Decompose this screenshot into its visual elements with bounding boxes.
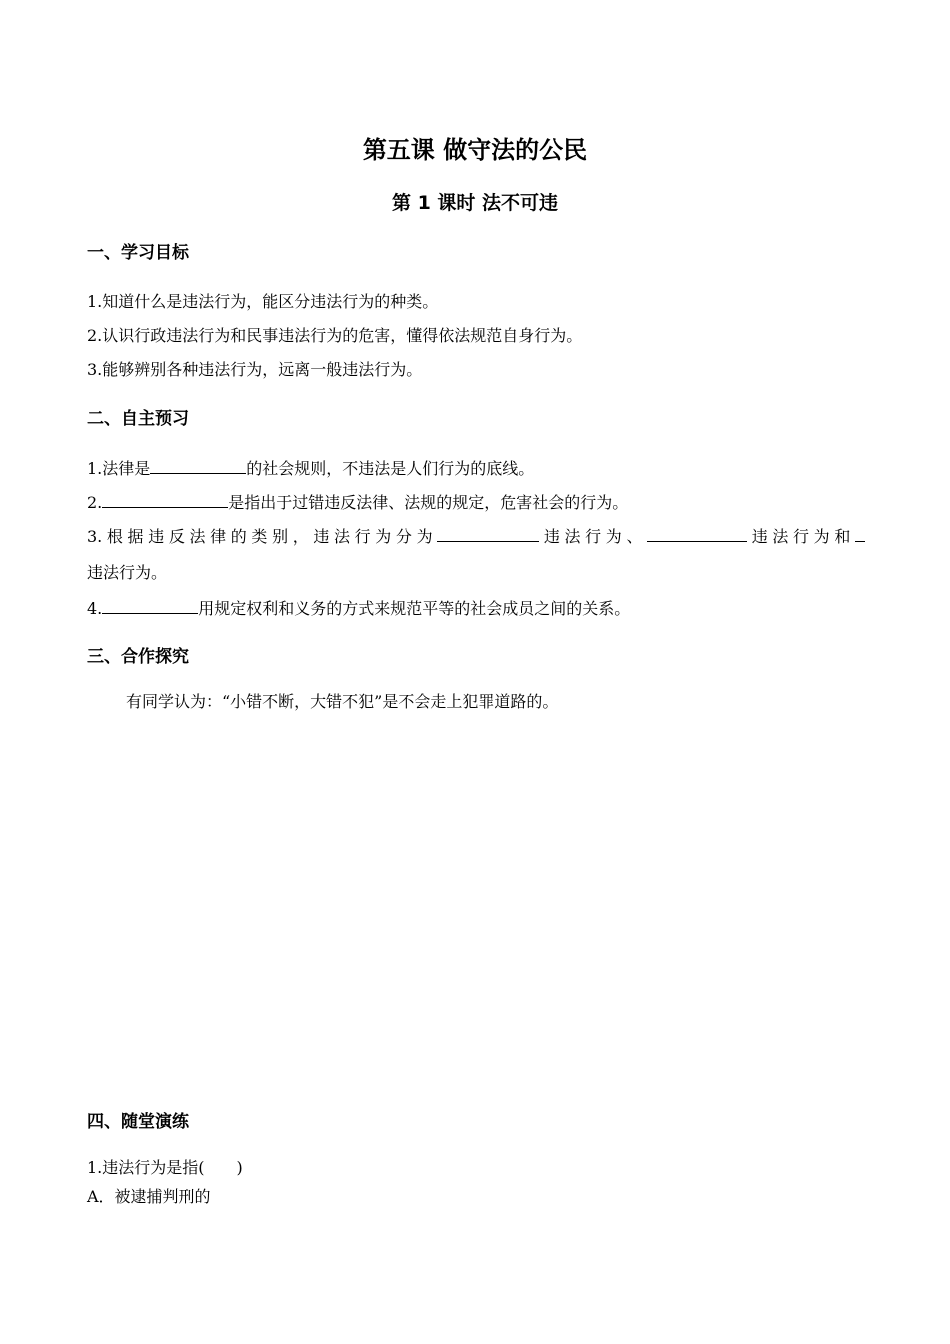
preview-question-2 — [87, 489, 628, 516]
section-heading-cooperative-inquiry: 三、合作探究 — [87, 647, 189, 667]
preview-question-3-continued: 违法行为。 — [87, 563, 168, 582]
preview-question-1 — [87, 455, 534, 482]
question-text: 违法行为、 — [539, 527, 648, 546]
section-heading-practice: 四、随堂演练 — [87, 1112, 189, 1132]
practice-question-1: 1.违法行为是指( ) — [87, 1158, 243, 1177]
inquiry-text: 有同学认为：“小错不断，大错不犯”是不会走上犯罪道路的。 — [126, 692, 559, 711]
question-text: 3.根据违反法律的类别，违法行为分为 — [87, 527, 438, 546]
goal-item-2: 2.认识行政违法行为和民事违法行为的危害，懂得依法规范自身行为。 — [87, 326, 583, 345]
fill-blank[interactable] — [102, 489, 228, 508]
question-text: 违法行为和 — [747, 527, 855, 546]
question-text: 用规定权利和义务的方式来规范平等的社会成员之间的关系。 — [198, 599, 631, 618]
practice-option-a[interactable]: A．被逮捕判刑的 — [87, 1187, 211, 1206]
question-text: 的社会规则，不违法是人们行为的底线。 — [246, 459, 535, 478]
goal-item-1: 1.知道什么是违法行为，能区分违法行为的种类。 — [87, 292, 439, 311]
section-heading-learning-goals: 一、学习目标 — [87, 243, 189, 263]
fill-blank[interactable] — [647, 523, 747, 542]
page-subtitle: 第 1 课时 法不可违 — [391, 192, 559, 214]
fill-blank[interactable] — [437, 523, 539, 542]
question-text: 1.法律是 — [87, 459, 151, 478]
fill-blank[interactable] — [855, 523, 865, 542]
section-heading-preview: 二、自主预习 — [87, 409, 189, 429]
question-text: 4. — [87, 599, 103, 618]
fill-blank[interactable] — [150, 455, 246, 474]
fill-blank[interactable] — [102, 595, 198, 614]
question-text: 是指出于过错违反法律、法规的规定，危害社会的行为。 — [228, 493, 629, 512]
question-text: 2. — [87, 493, 103, 512]
preview-question-4 — [87, 595, 630, 622]
page-title: 第五课 做守法的公民 — [362, 136, 588, 164]
preview-question-3 — [87, 523, 865, 550]
goal-item-3: 3.能够辨别各种违法行为，远离一般违法行为。 — [87, 360, 423, 379]
